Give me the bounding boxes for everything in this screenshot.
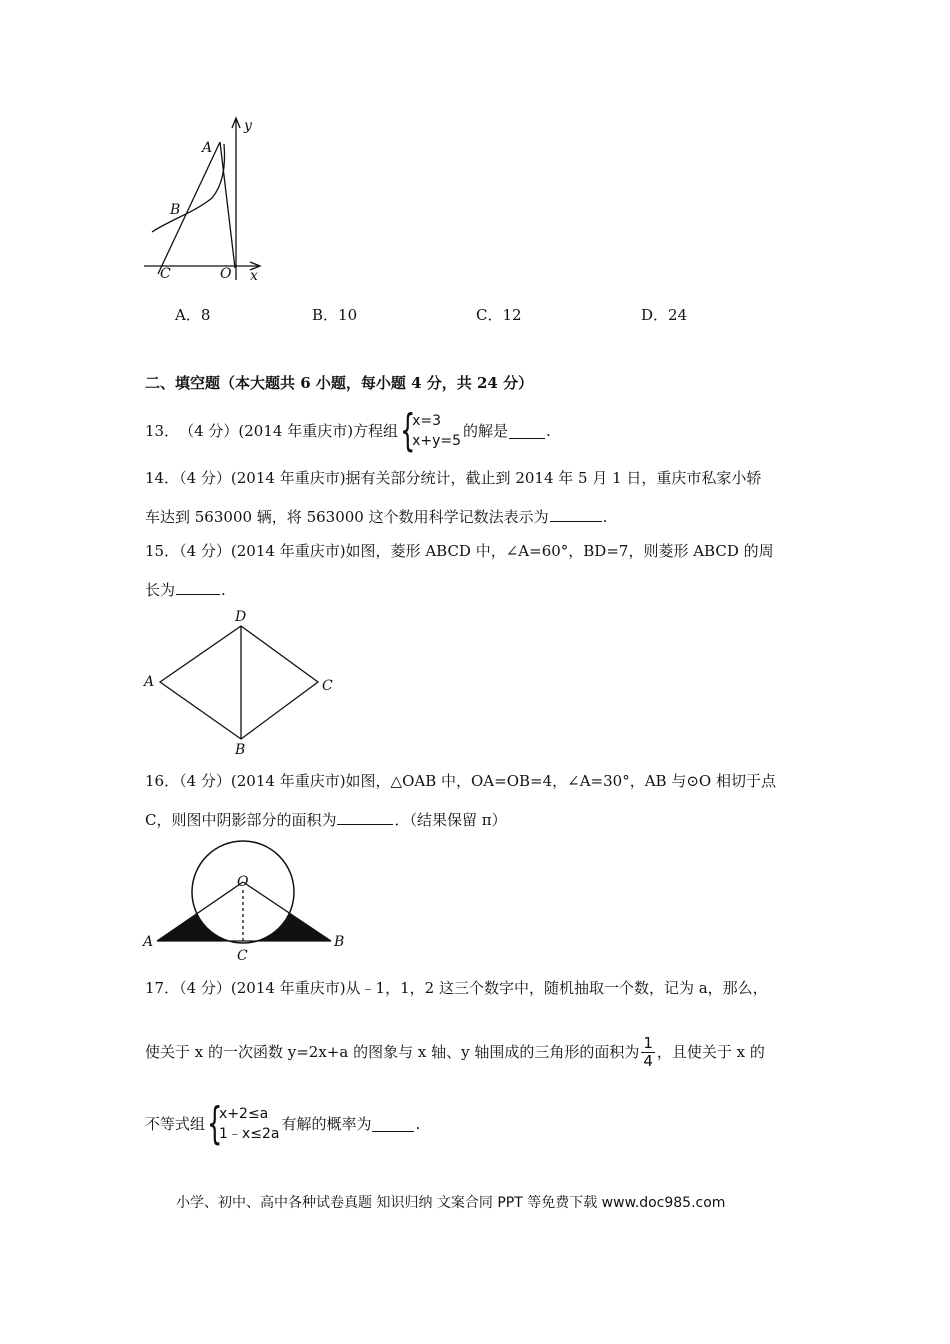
label-o: O (237, 874, 249, 890)
inequality-2: 1﹣x≤2a (219, 1126, 280, 1142)
question-text-post: 有解的概率为 (281, 1115, 372, 1133)
question-15-line-2 (145, 579, 226, 600)
question-13 (145, 405, 551, 456)
brace-symbol: { (400, 405, 416, 456)
inequality-system (207, 1098, 280, 1149)
section-heading: 二、填空题（本大题共 6 小题，每小题 4 分，共 24 分） (145, 374, 534, 392)
figure-q16-circle (140, 840, 350, 964)
question-17-line-3 (145, 1100, 420, 1148)
equation-2: x+y=5 (412, 433, 462, 449)
label-o: O (220, 266, 232, 282)
option-letter: D． (641, 306, 669, 324)
question-text: （4 分）(2014 年重庆市)如图，菱形 ABCD 中，∠A=60°，BD=7，则菱形 ABCD 的周 (179, 542, 774, 560)
fraction-one-quarter (641, 1035, 655, 1070)
question-number: 16． (145, 772, 180, 790)
question-text: （4 分）(2014 年重庆市)如图，△OAB 中，OA=OB=4，∠A=30°，AB 与⊙O 相切于点 (179, 772, 776, 790)
option-value: 12 (502, 306, 522, 324)
question-16-line-1 (145, 771, 776, 791)
question-17-line-2 (145, 1030, 765, 1074)
question-text: （4 分）(2014 年重庆市)从﹣1，1，2 这三个数字中，随机抽取一个数，记为 a，那么， (179, 979, 768, 997)
question-text: C，则图中阴影部分的面积为 (145, 811, 337, 829)
question-text: 使关于 x 的一次函数 y=2x+a 的图象与 x 轴、y 轴围成的三角形的面积为 (145, 1043, 640, 1061)
question-text: （4 分）(2014 年重庆市)方程组 (179, 422, 399, 440)
label-b: B (334, 934, 345, 950)
q12-option-b (312, 304, 357, 325)
option-letter: A． (175, 306, 201, 324)
line-ca (158, 142, 220, 274)
question-16-line-2 (145, 809, 507, 830)
question-text: （4 分）(2014 年重庆市)据有关部分统计，截止到 2014 年 5 月 1 日，重庆市私家小轿 (179, 469, 762, 487)
question-text-post: ，且使关于 x 的 (656, 1043, 765, 1061)
answer-blank (176, 579, 220, 595)
question-number: 17． (145, 979, 180, 997)
label-a: A (144, 674, 155, 690)
question-end: . (221, 581, 226, 599)
label-c: C (160, 266, 171, 282)
question-end: . (415, 1115, 421, 1133)
question-15-line-1 (145, 541, 774, 561)
label-c: C (322, 678, 333, 694)
hyperbola-curve (152, 144, 225, 232)
equation-system (400, 405, 462, 456)
question-text: 不等式组 (145, 1115, 206, 1133)
label-x: x (250, 268, 258, 284)
question-14-line-2 (145, 506, 607, 527)
option-letter: B． (312, 306, 339, 324)
answer-blank (372, 1116, 414, 1132)
page-footer: 小学、初中、高中各种试卷真题 知识归纳 文案合同 PPT 等免费下载 www.doc985.com (176, 1195, 726, 1211)
option-value: 24 (668, 306, 688, 324)
question-number: 14． (145, 469, 180, 487)
rhombus-abcd (160, 626, 318, 739)
question-number: 13． (145, 422, 180, 440)
question-text: 长为 (145, 581, 176, 599)
option-letter: C． (476, 306, 503, 324)
figure-q15-rhombus (140, 606, 340, 760)
answer-blank (550, 506, 602, 522)
label-d: D (235, 609, 247, 625)
answer-blank (509, 423, 545, 439)
shaded-region (157, 882, 331, 941)
q12-option-c (476, 304, 522, 325)
label-b: B (235, 742, 246, 758)
q12-option-a (175, 304, 210, 325)
q12-option-d (641, 304, 687, 325)
question-end: ．（结果保留 π） (394, 811, 507, 829)
label-a: A (202, 140, 213, 156)
question-17-line-1 (145, 978, 768, 998)
label-a: A (143, 934, 154, 950)
equation-1: x=3 (412, 413, 441, 429)
question-text: 车达到 563000 辆，将 563000 这个数用科学记数法表示为 (145, 508, 549, 526)
label-c: C (237, 948, 248, 964)
inequality-1: x+2≤a (219, 1106, 269, 1122)
question-end: . (546, 422, 551, 440)
brace-symbol: { (207, 1098, 223, 1149)
question-end: . (602, 508, 608, 526)
line-ao (220, 142, 235, 268)
question-14-line-1 (145, 468, 761, 488)
label-y: y (244, 118, 252, 134)
option-value: 8 (200, 306, 211, 324)
option-value: 10 (338, 306, 358, 324)
question-text-suffix: 的解是 (463, 422, 509, 440)
fraction-numerator: 1 (643, 1033, 653, 1052)
question-number: 15． (145, 542, 180, 560)
fraction-denominator: 4 (643, 1051, 653, 1070)
label-b: B (170, 202, 181, 218)
answer-blank (337, 809, 393, 825)
figure-q12 (140, 112, 270, 284)
